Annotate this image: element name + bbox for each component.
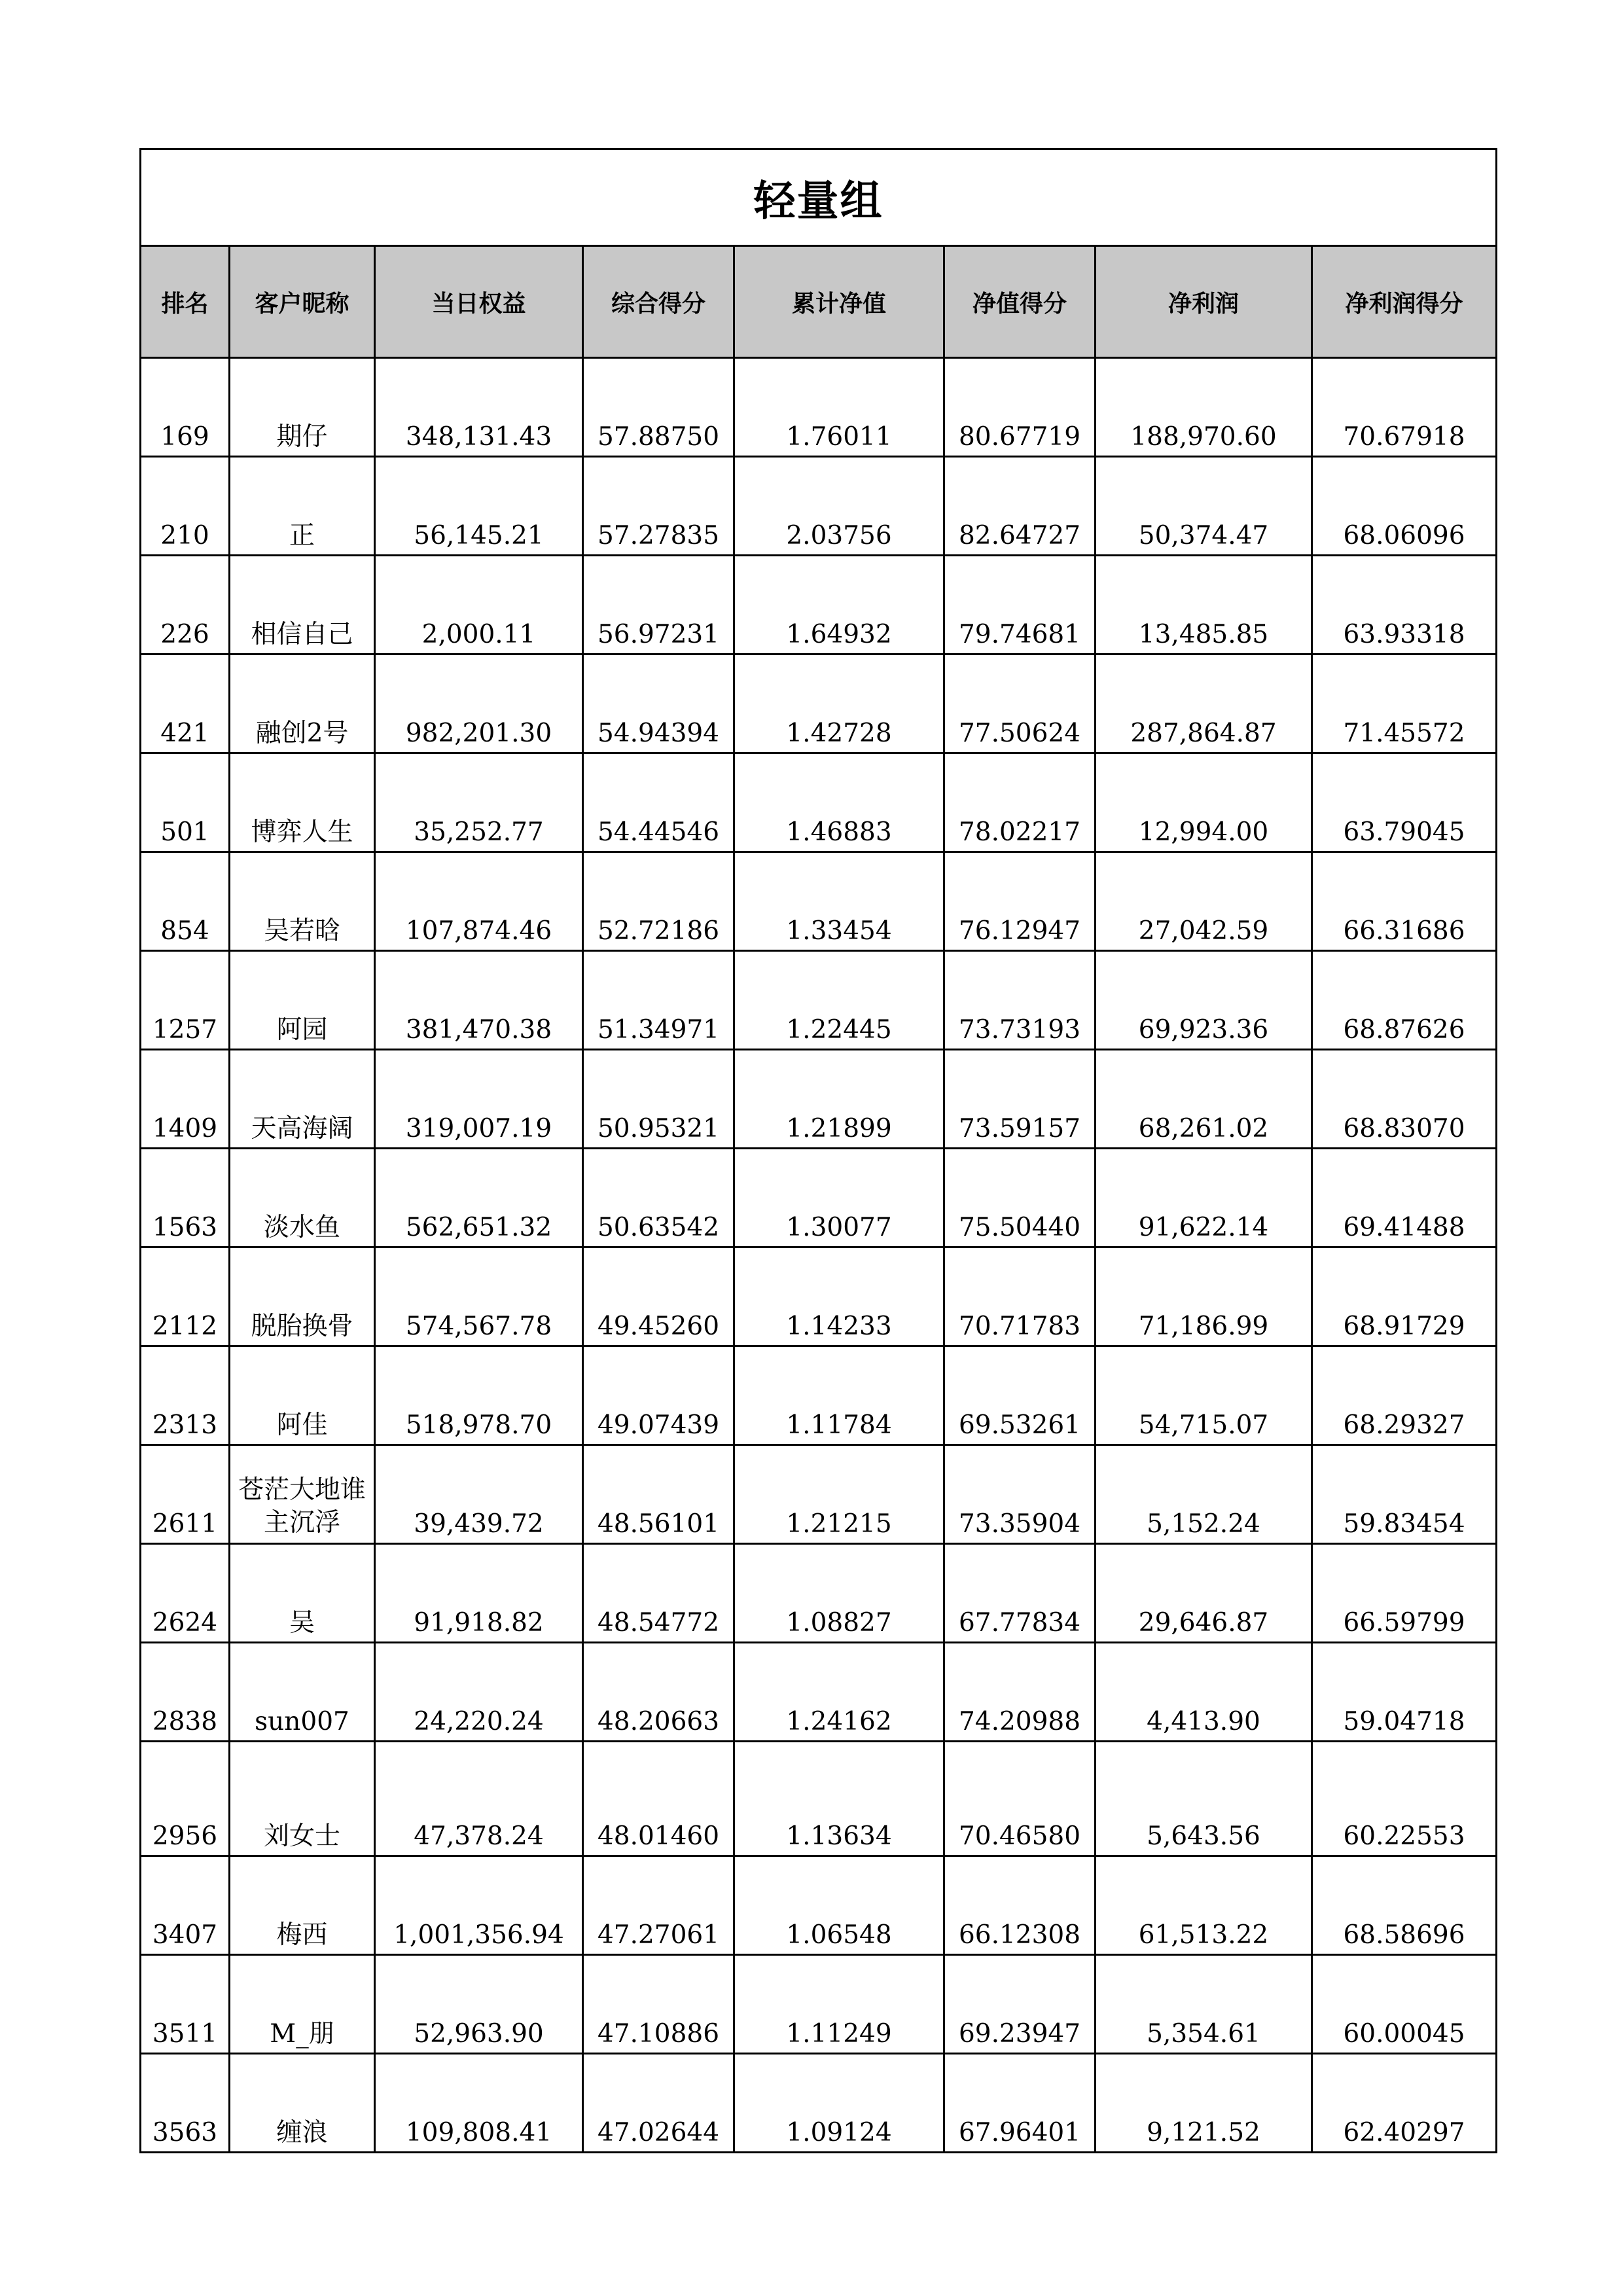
nav-score-cell: 80.67719: [944, 358, 1096, 457]
total-score-cell: 48.01460: [583, 1742, 734, 1856]
equity-cell: 348,131.43: [375, 358, 583, 457]
table-row: [141, 2054, 1497, 2153]
cumulative-nav-cell: 1.09124: [734, 2054, 944, 2153]
cumulative-nav-cell: 1.33454: [734, 852, 944, 951]
nav-score-cell: 73.73193: [944, 951, 1096, 1050]
rank-cell: 3407: [141, 1856, 230, 1955]
equity-cell: 91,918.82: [375, 1544, 583, 1643]
net-profit-score-cell: 62.40297: [1312, 2054, 1497, 2153]
equity-cell: 39,439.72: [375, 1445, 583, 1544]
header-row: [141, 246, 1497, 358]
rank-cell: 421: [141, 655, 230, 753]
cumulative-nav-cell: 1.46883: [734, 753, 944, 852]
net-profit-score-cell: 68.58696: [1312, 1856, 1497, 1955]
nav-score-cell: 70.46580: [944, 1742, 1096, 1856]
cumulative-nav-cell: 1.11249: [734, 1955, 944, 2054]
nav-score-cell: 67.96401: [944, 2054, 1096, 2153]
nav-score-cell: 73.35904: [944, 1445, 1096, 1544]
nickname-cell: 吴若晗: [230, 852, 375, 951]
rank-cell: 501: [141, 753, 230, 852]
header-equity: 当日权益: [375, 246, 583, 358]
net-profit-score-cell: 68.29327: [1312, 1346, 1497, 1445]
total-score-cell: 56.97231: [583, 556, 734, 655]
nickname-cell: 相信自己: [230, 556, 375, 655]
nav-score-cell: 74.20988: [944, 1643, 1096, 1742]
total-score-cell: 49.45260: [583, 1247, 734, 1346]
nav-score-cell: 69.53261: [944, 1346, 1096, 1445]
net-profit-cell: 188,970.60: [1096, 358, 1312, 457]
net-profit-score-cell: 66.31686: [1312, 852, 1497, 951]
rank-cell: 2313: [141, 1346, 230, 1445]
net-profit-cell: 91,622.14: [1096, 1149, 1312, 1247]
cumulative-nav-cell: 1.21215: [734, 1445, 944, 1544]
net-profit-cell: 54,715.07: [1096, 1346, 1312, 1445]
net-profit-score-cell: 66.59799: [1312, 1544, 1497, 1643]
nickname-cell: 刘女士: [230, 1742, 375, 1856]
rank-cell: 169: [141, 358, 230, 457]
rank-cell: 3563: [141, 2054, 230, 2153]
equity-cell: 47,378.24: [375, 1742, 583, 1856]
table-row: [141, 457, 1497, 556]
net-profit-cell: 13,485.85: [1096, 556, 1312, 655]
total-score-cell: 54.44546: [583, 753, 734, 852]
net-profit-score-cell: 59.83454: [1312, 1445, 1497, 1544]
nav-score-cell: 69.23947: [944, 1955, 1096, 2054]
total-score-cell: 51.34971: [583, 951, 734, 1050]
total-score-cell: 47.27061: [583, 1856, 734, 1955]
total-score-cell: 57.27835: [583, 457, 734, 556]
nickname-cell: 博弈人生: [230, 753, 375, 852]
total-score-cell: 48.20663: [583, 1643, 734, 1742]
table-body: [141, 358, 1497, 2153]
cumulative-nav-cell: 1.21899: [734, 1050, 944, 1149]
table-row: [141, 1643, 1497, 1742]
nav-score-cell: 82.64727: [944, 457, 1096, 556]
cumulative-nav-cell: 1.08827: [734, 1544, 944, 1643]
nickname-cell: 梅西: [230, 1856, 375, 1955]
rank-cell: 1409: [141, 1050, 230, 1149]
net-profit-cell: 69,923.36: [1096, 951, 1312, 1050]
equity-cell: 574,567.78: [375, 1247, 583, 1346]
nickname-cell: M_朋: [230, 1955, 375, 2054]
total-score-cell: 48.54772: [583, 1544, 734, 1643]
equity-cell: 109,808.41: [375, 2054, 583, 2153]
rank-cell: 226: [141, 556, 230, 655]
net-profit-cell: 29,646.87: [1096, 1544, 1312, 1643]
cumulative-nav-cell: 1.06548: [734, 1856, 944, 1955]
header-net-profit-score: 净利润得分: [1312, 246, 1497, 358]
rank-cell: 1257: [141, 951, 230, 1050]
header-total-score: 综合得分: [583, 246, 734, 358]
nickname-cell: 天高海阔: [230, 1050, 375, 1149]
nickname-cell: 缠浪: [230, 2054, 375, 2153]
rank-cell: 210: [141, 457, 230, 556]
net-profit-cell: 287,864.87: [1096, 655, 1312, 753]
net-profit-score-cell: 60.00045: [1312, 1955, 1497, 2054]
total-score-cell: 50.63542: [583, 1149, 734, 1247]
cumulative-nav-cell: 2.03756: [734, 457, 944, 556]
nickname-text: 苍茫大地谁主沉浮: [238, 1475, 366, 1538]
table-row: [141, 1544, 1497, 1643]
total-score-cell: 54.94394: [583, 655, 734, 753]
net-profit-cell: 71,186.99: [1096, 1247, 1312, 1346]
equity-cell: 52,963.90: [375, 1955, 583, 2054]
cumulative-nav-cell: 1.76011: [734, 358, 944, 457]
nickname-cell: [230, 1445, 375, 1544]
net-profit-cell: 5,152.24: [1096, 1445, 1312, 1544]
nickname-cell: 阿佳: [230, 1346, 375, 1445]
nav-score-cell: 79.74681: [944, 556, 1096, 655]
net-profit-score-cell: 70.67918: [1312, 358, 1497, 457]
header-cumulative-nav: 累计净值: [734, 246, 944, 358]
nickname-cell: sun007: [230, 1643, 375, 1742]
rank-cell: 2611: [141, 1445, 230, 1544]
table-row: [141, 753, 1497, 852]
rank-cell: 2838: [141, 1643, 230, 1742]
nav-score-cell: 70.71783: [944, 1247, 1096, 1346]
total-score-cell: 57.88750: [583, 358, 734, 457]
title-row: [141, 149, 1497, 246]
nickname-cell: 吴: [230, 1544, 375, 1643]
equity-cell: 2,000.11: [375, 556, 583, 655]
total-score-cell: 48.56101: [583, 1445, 734, 1544]
net-profit-cell: 68,261.02: [1096, 1050, 1312, 1149]
nav-score-cell: 67.77834: [944, 1544, 1096, 1643]
net-profit-score-cell: 69.41488: [1312, 1149, 1497, 1247]
rank-cell: 2112: [141, 1247, 230, 1346]
equity-cell: 56,145.21: [375, 457, 583, 556]
net-profit-cell: 9,121.52: [1096, 2054, 1312, 2153]
total-score-cell: 47.10886: [583, 1955, 734, 2054]
total-score-cell: 49.07439: [583, 1346, 734, 1445]
nickname-cell: 脱胎换骨: [230, 1247, 375, 1346]
net-profit-score-cell: 68.83070: [1312, 1050, 1497, 1149]
net-profit-cell: 12,994.00: [1096, 753, 1312, 852]
cumulative-nav-cell: 1.30077: [734, 1149, 944, 1247]
equity-cell: 35,252.77: [375, 753, 583, 852]
header-net-profit: 净利润: [1096, 246, 1312, 358]
total-score-cell: 47.02644: [583, 2054, 734, 2153]
cumulative-nav-cell: 1.42728: [734, 655, 944, 753]
equity-cell: 381,470.38: [375, 951, 583, 1050]
equity-cell: 562,651.32: [375, 1149, 583, 1247]
net-profit-cell: 5,354.61: [1096, 1955, 1312, 2054]
total-score-cell: 52.72186: [583, 852, 734, 951]
table-row: [141, 1050, 1497, 1149]
cumulative-nav-cell: 1.22445: [734, 951, 944, 1050]
cumulative-nav-cell: 1.13634: [734, 1742, 944, 1856]
table-row: [141, 1445, 1497, 1544]
table-row: [141, 852, 1497, 951]
table-row: [141, 1149, 1497, 1247]
nickname-cell: 正: [230, 457, 375, 556]
table-row: [141, 655, 1497, 753]
cumulative-nav-cell: 1.11784: [734, 1346, 944, 1445]
header-nickname: 客户昵称: [230, 246, 375, 358]
table-row: [141, 1247, 1497, 1346]
cumulative-nav-cell: 1.14233: [734, 1247, 944, 1346]
equity-cell: 982,201.30: [375, 655, 583, 753]
rank-cell: 2624: [141, 1544, 230, 1643]
net-profit-cell: 27,042.59: [1096, 852, 1312, 951]
equity-cell: 1,001,356.94: [375, 1856, 583, 1955]
table-row: [141, 358, 1497, 457]
cumulative-nav-cell: 1.24162: [734, 1643, 944, 1742]
nickname-cell: 淡水鱼: [230, 1149, 375, 1247]
rank-cell: 854: [141, 852, 230, 951]
nav-score-cell: 66.12308: [944, 1856, 1096, 1955]
total-score-cell: 50.95321: [583, 1050, 734, 1149]
equity-cell: 24,220.24: [375, 1643, 583, 1742]
nav-score-cell: 73.59157: [944, 1050, 1096, 1149]
net-profit-score-cell: 68.91729: [1312, 1247, 1497, 1346]
table-row: [141, 951, 1497, 1050]
header-rank: 排名: [141, 246, 230, 358]
table-title: 轻量组: [141, 149, 1497, 246]
table-row: [141, 556, 1497, 655]
net-profit-cell: 50,374.47: [1096, 457, 1312, 556]
table-row: [141, 1346, 1497, 1445]
net-profit-cell: 61,513.22: [1096, 1856, 1312, 1955]
equity-cell: 107,874.46: [375, 852, 583, 951]
table-row: [141, 1856, 1497, 1955]
nickname-cell: 期仔: [230, 358, 375, 457]
net-profit-cell: 5,643.56: [1096, 1742, 1312, 1856]
ranking-table: [139, 148, 1497, 2153]
net-profit-cell: 4,413.90: [1096, 1643, 1312, 1742]
net-profit-score-cell: 71.45572: [1312, 655, 1497, 753]
nav-score-cell: 77.50624: [944, 655, 1096, 753]
table-row: [141, 1955, 1497, 2054]
nickname-cell: 阿园: [230, 951, 375, 1050]
equity-cell: 319,007.19: [375, 1050, 583, 1149]
header-nav-score: 净值得分: [944, 246, 1096, 358]
rank-cell: 3511: [141, 1955, 230, 2054]
net-profit-score-cell: 63.79045: [1312, 753, 1497, 852]
cumulative-nav-cell: 1.64932: [734, 556, 944, 655]
rank-cell: 2956: [141, 1742, 230, 1856]
equity-cell: 518,978.70: [375, 1346, 583, 1445]
nav-score-cell: 75.50440: [944, 1149, 1096, 1247]
net-profit-score-cell: 60.22553: [1312, 1742, 1497, 1856]
table-row: [141, 1742, 1497, 1856]
net-profit-score-cell: 63.93318: [1312, 556, 1497, 655]
net-profit-score-cell: 68.87626: [1312, 951, 1497, 1050]
nickname-cell: 融创2号: [230, 655, 375, 753]
net-profit-score-cell: 59.04718: [1312, 1643, 1497, 1742]
nav-score-cell: 78.02217: [944, 753, 1096, 852]
rank-cell: 1563: [141, 1149, 230, 1247]
net-profit-score-cell: 68.06096: [1312, 457, 1497, 556]
nav-score-cell: 76.12947: [944, 852, 1096, 951]
